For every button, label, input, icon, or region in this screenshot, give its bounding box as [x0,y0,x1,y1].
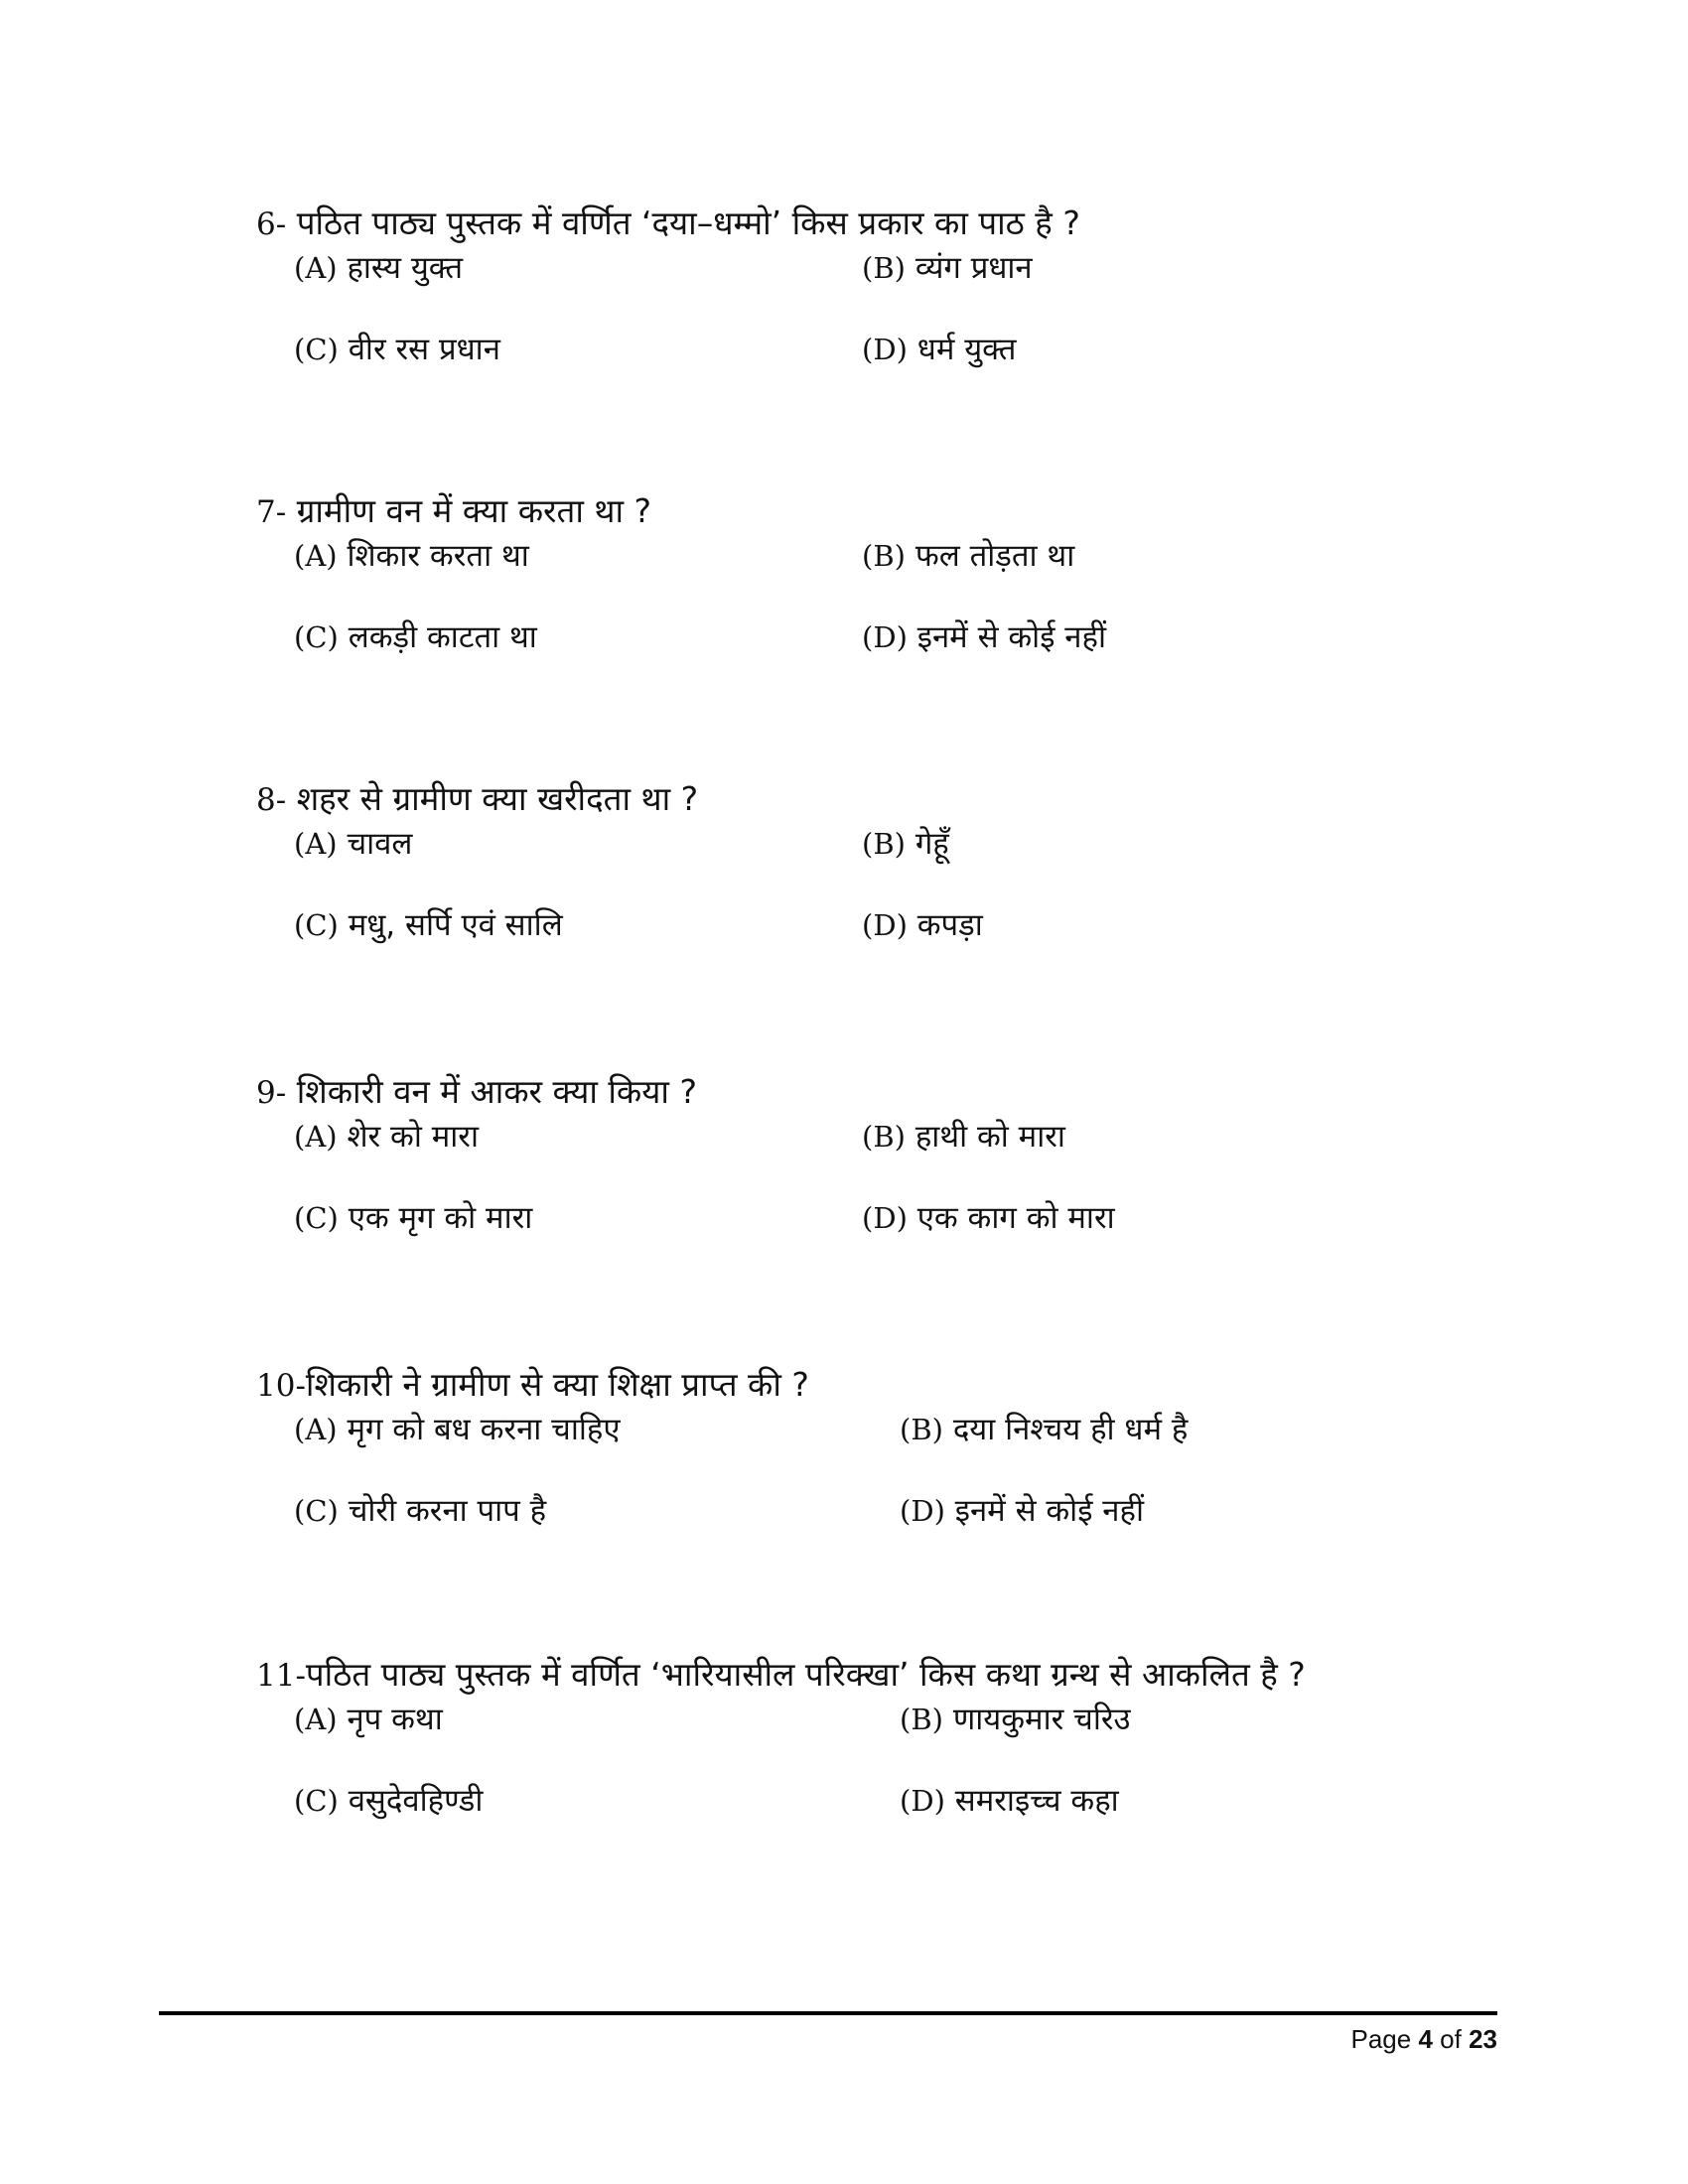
option-text: दया निश्चय ही धर्म है [952,1412,1189,1447]
option-c [294,903,563,947]
question-text [256,1070,1547,1115]
question-text [256,1363,1547,1408]
option-b [862,246,1033,290]
question-8 [256,777,1547,985]
option-text: फल तोड़ता था [914,538,1075,574]
option-text: चावल [347,826,413,862]
question-body: पठित पाठ्य पुस्तक में वर्णित ‘भारियासील परिक्खा’ किस कथा ग्रन्थ से आकलित है ? [305,1655,1306,1694]
option-a [294,1115,479,1159]
option-text: मृग को बध करना चाहिए [347,1412,621,1447]
option-letter: (A) [294,251,338,285]
option-d [862,903,983,947]
question-number: 7- [256,494,287,530]
options-row [294,1489,1547,1570]
option-letter: (C) [294,1494,339,1528]
question-6 [256,202,1547,409]
option-letter: (A) [294,1703,338,1736]
option-text: एक मृग को मारा [348,1200,533,1236]
option-letter: (A) [294,1120,338,1154]
question-text [256,1653,1547,1698]
question-number: 9- [256,1075,287,1111]
total-pages-number: 23 [1469,2024,1497,2054]
question-number: 8- [256,782,287,818]
question-7 [256,489,1547,697]
option-letter: (A) [294,827,338,861]
question-9 [256,1070,1547,1278]
option-letter: (B) [862,827,906,861]
question-body: शिकारी वन में आकर क्या किया ? [296,1072,697,1111]
option-text: एक काग को मारा [916,1200,1115,1236]
option-text: मधु, सर्पि एवं सालि [348,907,563,943]
option-d [862,1196,1115,1240]
option-b [862,534,1074,578]
option-c [294,1196,532,1240]
option-letter: (D) [900,1784,945,1818]
option-letter: (D) [862,620,908,654]
option-text: नृप कथा [347,1702,443,1737]
option-text: शेर को मारा [347,1119,480,1155]
option-text: कपड़ा [916,907,983,943]
option-letter: (B) [900,1703,943,1736]
option-c [294,1779,483,1823]
option-d [900,1779,1119,1823]
page-label: Page [1350,2024,1412,2054]
option-letter: (C) [294,620,339,654]
option-letter: (C) [294,333,339,366]
option-text: व्यंग प्रधान [914,250,1033,286]
option-letter: (B) [862,1120,906,1154]
option-text: धर्म युक्त [916,332,1017,367]
option-b [900,1698,1131,1741]
options-row [294,822,1547,903]
question-number: 10- [256,1368,306,1404]
option-text: हास्य युक्त [347,250,464,286]
option-letter: (A) [294,1413,338,1446]
question-number: 11- [256,1658,306,1694]
option-letter: (B) [862,539,906,573]
option-c [294,328,500,371]
question-text [256,777,1547,822]
option-letter: (B) [862,251,906,285]
options-row [294,1196,1547,1278]
option-letter: (A) [294,539,338,573]
option-b [900,1408,1188,1451]
option-text: गेहूँ [914,826,949,862]
option-a [294,1408,621,1451]
option-letter: (D) [862,333,908,366]
option-d [862,615,1106,659]
option-text: णायकुमार चरिउ [952,1702,1131,1737]
footer-divider [159,2011,1497,2015]
question-11 [256,1653,1547,1860]
options-row [294,1408,1547,1489]
options-row [294,328,1547,409]
option-a [294,822,412,866]
option-text: इनमें से कोई नहीं [954,1493,1144,1529]
question-body: ग्रामीण वन में क्या करता था ? [296,491,652,530]
question-10 [256,1363,1547,1570]
option-text: लकड़ी काटता था [348,619,537,655]
option-a [294,1698,443,1741]
options-row [294,246,1547,328]
question-text [256,489,1547,534]
question-text [256,202,1547,246]
option-text: चोरी करना पाप है [348,1493,547,1529]
option-text: वीर रस प्रधान [348,332,500,367]
question-body: पठित पाठ्य पुस्तक में वर्णित ‘दया–धम्मो’ किस प्रकार का पाठ है ? [296,204,1080,242]
option-letter: (C) [294,908,339,942]
question-body: शिकारी ने ग्रामीण से क्या शिक्षा प्राप्त की ? [305,1365,809,1404]
option-letter: (D) [900,1494,945,1528]
option-text: हाथी को मारा [914,1119,1065,1155]
option-text: वसुदेवहिण्डी [348,1783,484,1819]
options-row [294,1779,1547,1860]
page-footer [1350,2021,1497,2057]
option-letter: (B) [900,1413,943,1446]
option-d [862,328,1016,371]
option-letter: (D) [862,908,908,942]
option-a [294,246,463,290]
options-row [294,615,1547,697]
option-text: समराइच्च कहा [954,1783,1119,1819]
option-text: शिकार करता था [347,538,529,574]
option-d [900,1489,1144,1533]
options-row [294,903,1547,985]
of-label: of [1440,2024,1462,2054]
option-a [294,534,529,578]
option-c [294,1489,546,1533]
option-letter: (C) [294,1784,339,1818]
options-row [294,1115,1547,1196]
question-number: 6- [256,206,287,242]
option-letter: (C) [294,1201,339,1235]
current-page-number: 4 [1418,2024,1433,2054]
option-c [294,615,537,659]
option-b [862,1115,1065,1159]
option-letter: (D) [862,1201,908,1235]
options-row [294,534,1547,615]
question-body: शहर से ग्रामीण क्या खरीदता था ? [296,779,699,818]
option-b [862,822,949,866]
option-text: इनमें से कोई नहीं [916,619,1106,655]
options-row [294,1698,1547,1779]
